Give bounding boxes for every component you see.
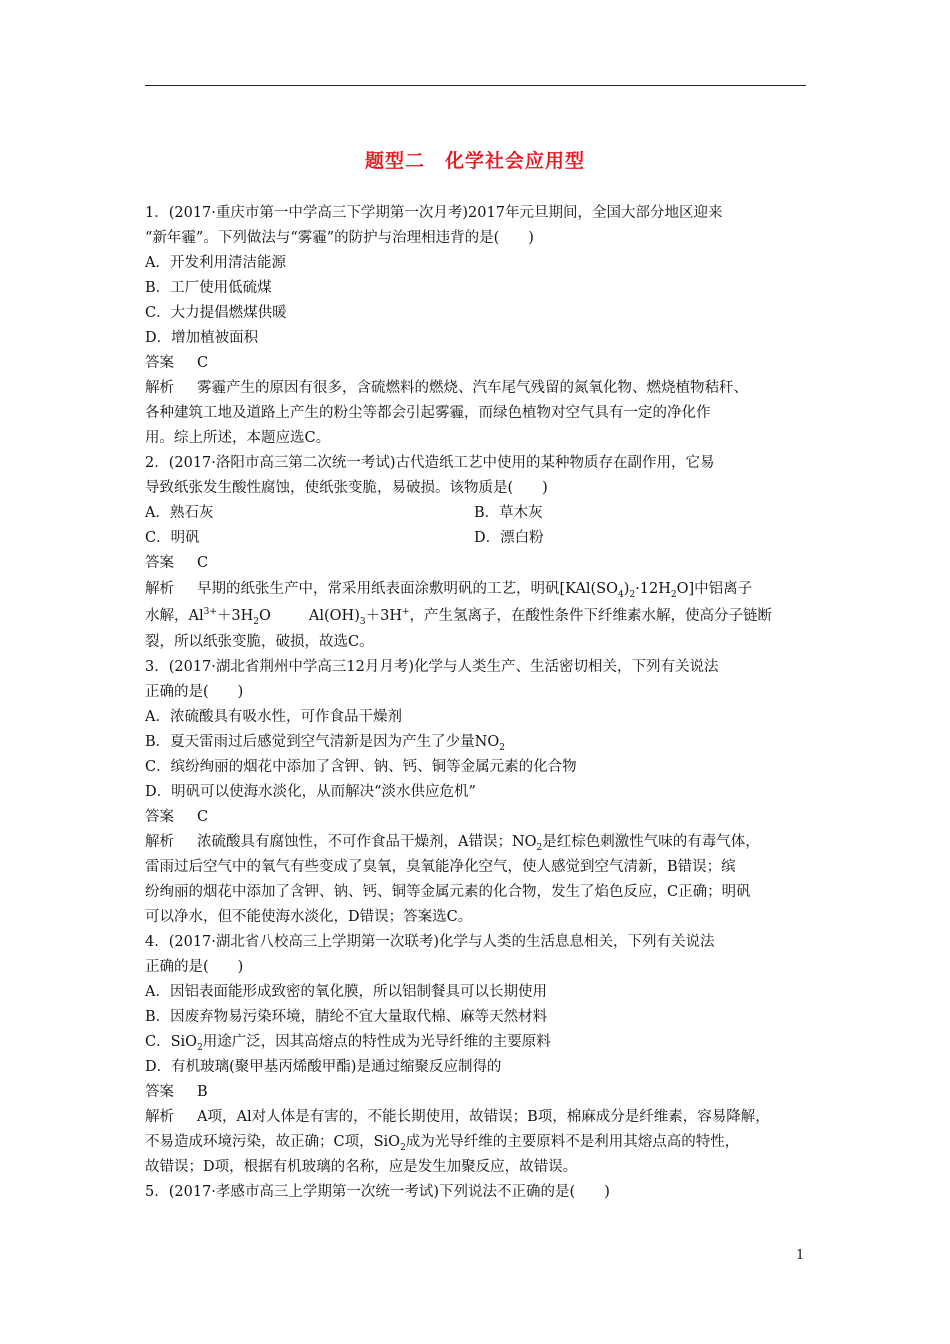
answer-value: C <box>197 355 209 371</box>
answer-label: 答案 <box>145 1084 174 1100</box>
q1-option-b: B．工厂使用低硫煤 <box>145 280 272 296</box>
section-title: 题型二 化学社会应用型 <box>364 150 585 172</box>
q3-analysis-line: 雷雨过后空气中的氧气有些变成了臭氧，臭氧能净化空气，使人感觉到空气清新，B错误；缤 <box>145 859 736 875</box>
q4-analysis-line: 故错误；D项，根据有机玻璃的名称，应是发生加聚反应，故错误。 <box>145 1159 578 1175</box>
analysis-label: 解析 <box>145 380 174 396</box>
q1-stem-line: “新年霾”。下列做法与“雾霾”的防护与治理相违背的是( ) <box>145 230 534 246</box>
q4-analysis-line: 不易造成环境污染，故正确；C项，SiO$_2$成为光导纤维的主要原料不是利用其熔点高的特性， <box>145 1134 740 1153</box>
q2-answer <box>145 551 807 576</box>
q2-options-row <box>145 501 807 526</box>
q4-option-c: C．SiO$_2$用途广泛，因其高熔点的特性成为光导纤维的主要原料 <box>145 1034 551 1053</box>
answer-label: 答案 <box>145 355 174 371</box>
q3-answer <box>145 805 807 830</box>
answer-value: B <box>197 1084 208 1100</box>
q2-stem-line: 2．(2017·洛阳市高三第二次统一考试)古代造纸工艺中使用的某种物质存在副作用，它易 <box>145 455 715 471</box>
q4-option-a: A．因铝表面能形成致密的氧化膜，所以铝制餐具可以长期使用 <box>145 984 547 1000</box>
q4-answer <box>145 1080 807 1105</box>
q1-option-d: D．增加植被面积 <box>145 330 259 346</box>
q2-stem-line: 导致纸张发生酸性腐蚀，使纸张变脆，易破损。该物质是( ) <box>145 480 548 496</box>
q2-analysis-line: 裂，所以纸张变脆，破损，故选C。 <box>145 634 374 650</box>
q3-analysis-line: 可以净水，但不能使海水淡化，D错误；答案选C。 <box>145 909 473 925</box>
q2-options-row <box>145 526 807 551</box>
q3-stem-line: 正确的是( ) <box>145 684 244 700</box>
document-body <box>145 201 807 1205</box>
q3-option-b: B．夏天雷雨过后感觉到空气清新是因为产生了少量$NO_2$ <box>145 734 505 753</box>
q2-option-a: A．熟石灰 <box>145 505 214 521</box>
q1-option-c: C．大力提倡燃煤供暖 <box>145 305 287 321</box>
q3-stem-line: 3．(2017·湖北省荆州中学高三12月月考)化学与人类生产、生活密切相关，下列有关说法 <box>145 659 719 675</box>
q1-stem-line: 1．(2017·重庆市第一中学高三下学期第一次月考)2017年元旦期间，全国大部分地区迎来 <box>145 205 723 221</box>
q1-analysis-line: 解析 雾霾产生的原因有很多，含硫燃料的燃烧、汽车尾气残留的氮氧化物、燃烧植物秸秆、 <box>145 376 807 401</box>
q2-option-b: B．草木灰 <box>474 505 543 521</box>
q4-stem-line: 4．(2017·湖北省八校高三上学期第一次联考)化学与人类的生活息息相关，下列有关说法 <box>145 934 715 950</box>
q2-equation-line: 水解，$Al^{3+}+3H_2O$ $Al(OH)_3+3H^+$，产生氢离子，在酸性条件下纤维素水解，使高分子链断 <box>145 607 773 627</box>
q4-option-d: D．有机玻璃(聚甲基丙烯酸甲酯)是通过缩聚反应制得的 <box>145 1059 502 1075</box>
answer-label: 答案 <box>145 555 174 571</box>
answer-value: C <box>197 809 209 825</box>
answer-value: C <box>197 555 209 571</box>
answer-label: 答案 <box>145 809 174 825</box>
q4-stem-line: 正确的是( ) <box>145 959 244 975</box>
q5-stem-line: 5．(2017·孝感市高三上学期第一次统一考试)下列说法不正确的是( ) <box>145 1184 610 1200</box>
q2-option-d: D．漂白粉 <box>474 530 544 546</box>
q4-analysis-line: 解析 A项，Al对人体是有害的，不能长期使用，故错误；B项，棉麻成分是纤维素，容易降解， <box>145 1105 807 1130</box>
q1-answer <box>145 351 807 376</box>
analysis-label: 解析 <box>145 834 174 850</box>
q3-option-c: C．缤纷绚丽的烟花中添加了含钾、钠、钙、铜等金属元素的化合物 <box>145 759 577 775</box>
page-number: 1 <box>796 1248 805 1263</box>
q3-option-a: A．浓硫酸具有吸水性，可作食品干燥剂 <box>145 709 402 725</box>
analysis-label: 解析 <box>145 581 174 597</box>
q3-analysis-line: 纷绚丽的烟花中添加了含钾、钠、钙、铜等金属元素的化合物，发生了焰色反应，C正确；明矾 <box>145 884 751 900</box>
q3-analysis-line: 解析 浓硫酸具有腐蚀性，不可作食品干燥剂，A错误；$NO_2$是红棕色刺激性气味的有毒气体， <box>145 830 807 855</box>
q1-option-a: A．开发利用清洁能源 <box>145 255 286 271</box>
q4-option-b: B．因废弃物易污染环境，腈纶不宜大量取代棉、麻等天然材料 <box>145 1009 548 1025</box>
q1-analysis-line: 各种建筑工地及道路上产生的粉尘等都会引起雾霾，而绿色植物对空气具有一定的净化作 <box>145 405 711 421</box>
q2-analysis-line: 解析 早期的纸张生产中，常采用纸表面涂敷明矾的工艺，明矾$[KAl(SO_4)_2\cdot 12H_2O]$中铝离子 <box>145 576 807 603</box>
q1-analysis-line: 用。综上所述，本题应选C。 <box>145 430 331 446</box>
q3-option-d: D．明矾可以使海水淡化，从而解决“淡水供应危机” <box>145 784 476 800</box>
analysis-label: 解析 <box>145 1109 174 1125</box>
header-rule <box>145 85 806 86</box>
q2-option-c: C．明矾 <box>145 530 200 546</box>
